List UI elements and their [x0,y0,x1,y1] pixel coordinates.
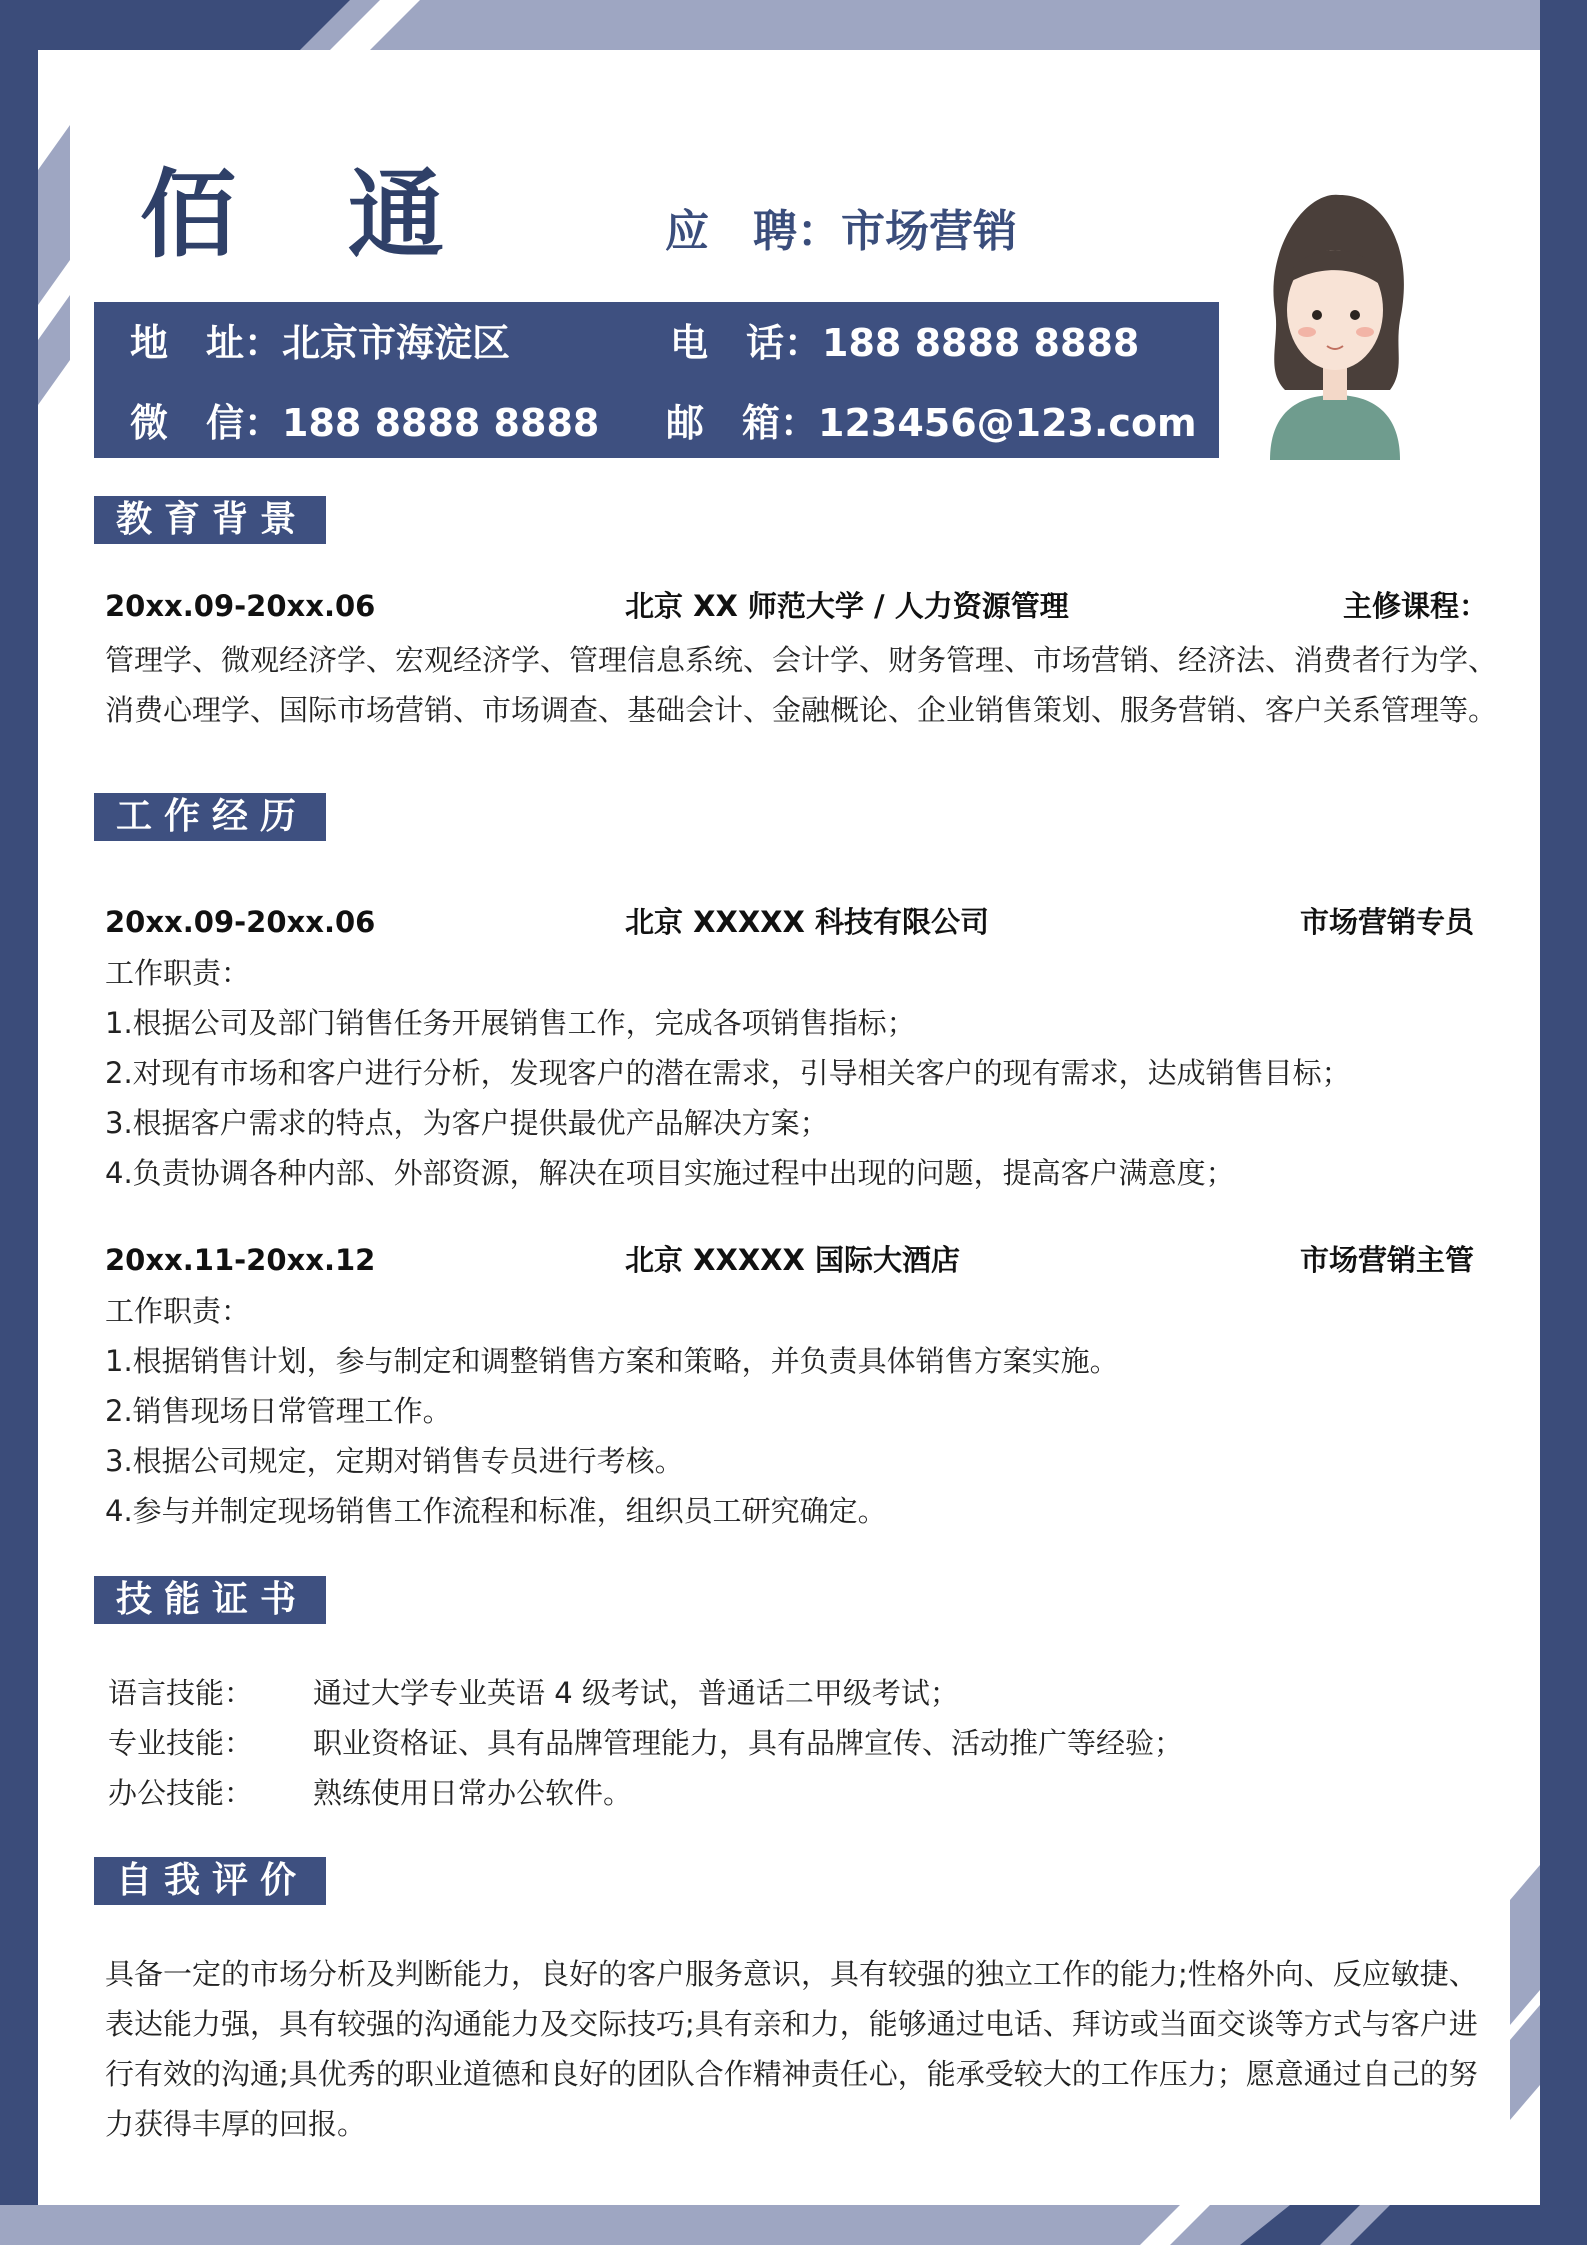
email [666,400,1197,446]
work-2-duty-1: 1.根据销售计划，参与制定和调整销售方案和策略，并负责具体销售方案实施。 [105,1344,1119,1378]
contact-bar [94,302,1219,458]
work-2-duties-label: 工作职责： [105,1294,251,1328]
section-self-eval-heading: 自我评价 [94,1857,326,1905]
work-2-duty-4: 4.参与并制定现场销售工作流程和标准，组织员工研究确定。 [105,1494,887,1528]
work-1-period: 20xx.09-20xx.06 [105,905,376,939]
wechat-value: 188 8888 8888 [282,401,600,445]
address [130,320,510,366]
education-school: 北京 XX 师范大学 / 人力资源管理 [625,589,1069,623]
apply-label: 应 聘： [665,206,841,257]
work-2-title: 市场营销主管 [1300,1243,1475,1277]
email-label: 邮 箱： [666,401,819,445]
self-eval-line-4: 力获得丰厚的回报。 [105,2107,367,2141]
work-2-duty-2: 2.销售现场日常管理工作。 [105,1394,452,1428]
skill-3-value: 熟练使用日常办公软件。 [313,1776,633,1810]
work-1-duty-1: 1.根据公司及部门销售任务开展销售工作，完成各项销售指标； [105,1006,916,1040]
work-1-duty-4: 4.负责协调各种内部、外部资源，解决在项目实施过程中出现的问题，提高客户满意度； [105,1156,1235,1190]
apply-position-value: 市场营销 [841,206,1017,257]
work-1-title: 市场营销专员 [1300,905,1475,939]
education-period: 20xx.09-20xx.06 [105,589,376,623]
work-2-duty-3: 3.根据公司规定，定期对销售专员进行考核。 [105,1444,684,1478]
education-courses-line-2: 消费心理学、国际市场营销、市场调查、基础会计、金融概论、企业销售策划、服务营销、客户关系管理等。 [105,693,1498,727]
work-2-period: 20xx.11-20xx.12 [105,1243,376,1277]
avatar [1255,190,1415,460]
wechat-label: 微 信： [130,401,283,445]
work-2-company: 北京 XXXXX 国际大酒店 [625,1243,960,1277]
skill-2-label: 专业技能： [108,1726,254,1760]
address-label: 地 址： [130,321,283,365]
skill-1-label: 语言技能： [108,1676,254,1710]
phone [670,320,1139,366]
education-courses-label: 主修课程： [1343,589,1489,623]
phone-label: 电 话： [670,321,823,365]
address-value: 北京市海淀区 [282,321,511,365]
self-eval-line-3: 行有效的沟通;具优秀的职业道德和良好的团队合作精神责任心，能承受较大的工作压力；愿意通过自己的努 [105,2057,1478,2091]
phone-value: 188 8888 8888 [822,321,1140,365]
section-work-heading: 工作经历 [94,793,326,841]
work-1-duties-label: 工作职责： [105,956,251,990]
wechat [130,400,599,446]
work-1-company: 北京 XXXXX 科技有限公司 [625,905,989,939]
education-courses-line-1: 管理学、微观经济学、宏观经济学、管理信息系统、会计学、财务管理、市场营销、经济法、消费者行为学、 [105,643,1498,677]
skill-2-value: 职业资格证、具有品牌管理能力，具有品牌宣传、活动推广等经验； [313,1726,1184,1760]
section-education-heading: 教育背景 [94,496,326,544]
self-eval-line-2: 表达能力强，具有较强的沟通能力及交际技巧;具有亲和力，能够通过电话、拜访或当面交谈等方式与客户进 [105,2007,1478,2041]
work-1-duty-3: 3.根据客户需求的特点，为客户提供最优产品解决方案； [105,1106,829,1140]
email-value: 123456@123.com [818,401,1197,445]
work-1-duty-2: 2.对现有市场和客户进行分析，发现客户的潜在需求，引导相关客户的现有需求，达成销售目标； [105,1056,1351,1090]
self-eval-line-1: 具备一定的市场分析及判断能力，良好的客户服务意识，具有较强的独立工作的能力;性格外向、反应敏捷、 [105,1957,1478,1991]
skill-3-label: 办公技能： [108,1776,254,1810]
applicant-name: 佰通 [140,159,556,271]
apply-position [665,195,1017,259]
skill-1-value: 通过大学专业英语 4 级考试，普通话二甲级考试； [313,1676,959,1710]
section-skills-heading: 技能证书 [94,1576,326,1624]
